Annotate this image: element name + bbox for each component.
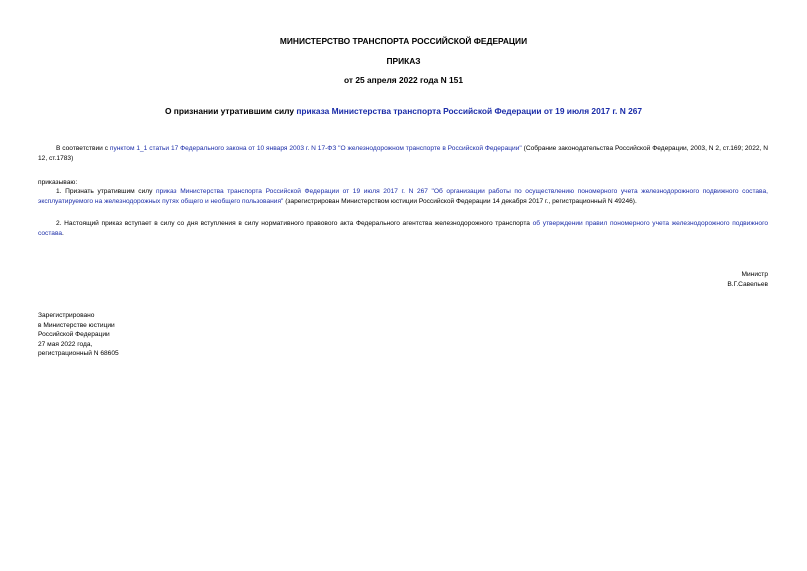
order-267-link[interactable]: приказ Министерства транспорта Российской Федерации от 19 июля 2017 г. N 267 "Об организации работы по осуществлению пономерного учета железнодорожного подвижного состава, эксплуатируемого на железнодорожных путях общего и необщего пользования" bbox=[38, 188, 768, 205]
preamble-paragraph bbox=[38, 144, 768, 163]
federal-law-link[interactable]: пунктом 1_1 статьи 17 Федерального закона от 10 января 2003 г. N 17-ФЗ "О железнодорожном транспорте в Российской Федерации" bbox=[109, 145, 522, 152]
rules-link[interactable]: об утверждении правил пономерного учета железнодорожного подвижного состава bbox=[38, 220, 768, 237]
item-1-paragraph bbox=[38, 187, 768, 206]
item-2-text-1: 2. Настоящий приказ вступает в силу со дня вступления в силу нормативного правового акта Федерального агентства железнодорожного транспорта bbox=[56, 220, 533, 227]
item-2-paragraph bbox=[38, 219, 768, 238]
item-2-text-2: . bbox=[62, 229, 64, 237]
order-word: приказываю: bbox=[38, 179, 78, 186]
title-prefix: О признании утратившим силу bbox=[164, 106, 297, 116]
title-link[interactable]: приказа Министерства транспорта Российской Федерации от 19 июля 2017 г. N 267 bbox=[296, 106, 643, 116]
registration-line-1: Зарегистрировано bbox=[38, 312, 95, 319]
doc-type-heading: ПРИКАЗ bbox=[386, 56, 421, 66]
registration-line-3: Российской Федерации bbox=[38, 331, 110, 339]
registration-block bbox=[38, 311, 119, 359]
signatory-position: Министр bbox=[741, 271, 768, 278]
item-1-text-2: (зарегистрирован Министерством юстиции Российской Федерации 14 декабря 2017 г., регистрационный N 49246). bbox=[283, 197, 637, 205]
registration-line-2: в Министерстве юстиции bbox=[38, 321, 115, 329]
registration-line-4: 27 мая 2022 года, bbox=[38, 340, 93, 348]
item-1-text-1: 1. Признать утратившим силу bbox=[56, 188, 157, 195]
preamble-text-2: (Собрание законодательства Российской Федерации, 2003, N 2, ст.169; 2022, N 12, ст.1783) bbox=[38, 145, 769, 162]
signatory-name: В.Г.Савельев bbox=[727, 280, 768, 288]
preamble-text-1: В соответствии с bbox=[56, 145, 110, 152]
signature-block bbox=[727, 270, 768, 289]
ministry-heading: МИНИСТЕРСТВО ТРАНСПОРТА РОССИЙСКОЙ ФЕДЕРАЦИИ bbox=[279, 36, 528, 46]
document-title bbox=[0, 106, 807, 116]
date-number-heading: от 25 апреля 2022 года N 151 bbox=[344, 75, 463, 85]
registration-line-5: регистрационный N 68605 bbox=[38, 350, 119, 358]
